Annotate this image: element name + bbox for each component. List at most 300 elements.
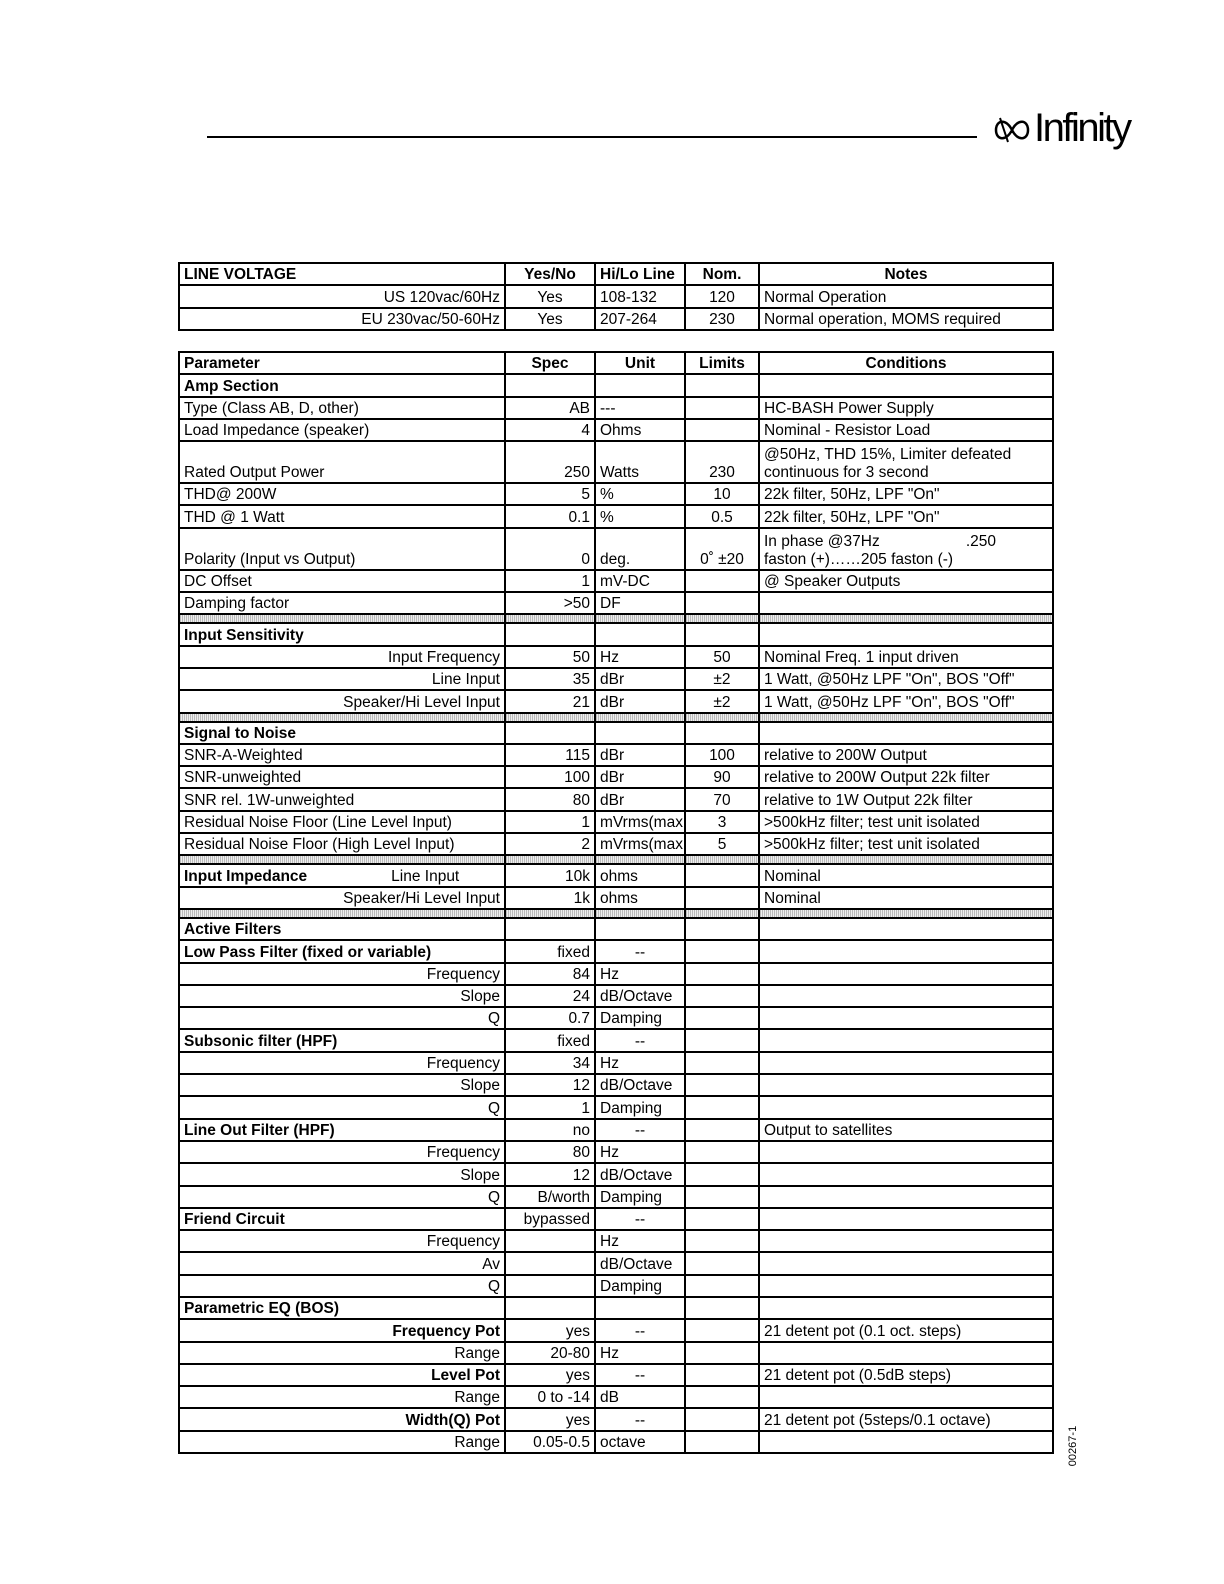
cell [685,864,759,886]
cell [685,1319,759,1341]
separator-cell [505,855,595,864]
cell: 20-80 [505,1342,595,1364]
cell: -- [595,940,685,962]
cell: mV-DC [595,570,685,592]
table-row [179,1029,1053,1051]
table-row [179,570,1053,592]
cell: -- [595,1319,685,1341]
cell: Output to satellites [759,1119,1053,1141]
table-row [179,744,1053,766]
cell: 21 detent pot (0.5dB steps) [759,1364,1053,1386]
cell [685,374,759,396]
cell: Polarity (Input vs Output) [179,528,505,570]
section-separator [179,713,1053,722]
cell [685,1408,759,1430]
cell [685,623,759,645]
cell: B/worth [505,1186,595,1208]
condition-line: continuous for 3 second [764,464,929,482]
separator-cell [505,614,595,623]
cell: Load Impedance (speaker) [179,419,505,441]
cell [759,592,1053,614]
cell [685,419,759,441]
cell [759,963,1053,985]
cell: 0.7 [505,1007,595,1029]
separator-cell [759,909,1053,918]
separator-cell [685,614,759,623]
header-cell: Parameter [179,352,505,374]
cell: 1 Watt, @50Hz LPF "On", BOS "Off" [759,690,1053,712]
cell: Active Filters [179,918,505,940]
cell [685,592,759,614]
cell: relative to 200W Output [759,744,1053,766]
cell: Damping [595,1096,685,1118]
separator-cell [685,855,759,864]
cell: 108-132 [595,285,685,307]
cell [759,722,1053,744]
table-row [179,528,1053,570]
line-voltage-table [178,262,1054,331]
cell: dB/Octave [595,1074,685,1096]
cell [759,1230,1053,1252]
cell [685,918,759,940]
table-row [179,864,1053,886]
cell: Frequency [179,1141,505,1163]
parameter-table [178,351,1054,1454]
cell: dB/Octave [595,985,685,1007]
cell [685,1364,759,1386]
section-title: Input Impedance [184,867,308,885]
cell [685,397,759,419]
cell: dB/Octave [595,1163,685,1185]
table-row [179,1342,1053,1364]
cell: 207-264 [595,308,685,330]
cell: mVrms(max [595,833,685,855]
infinity-logo-icon [992,112,1032,148]
cell: Frequency [179,1052,505,1074]
table-row [179,940,1053,962]
cell: ohms [595,887,685,909]
cell: 0 to -14 [505,1386,595,1408]
cell [759,940,1053,962]
cell [685,1342,759,1364]
cell [595,918,685,940]
cell: ±2 [685,690,759,712]
cell [759,441,1053,483]
cell: fixed [505,940,595,962]
cell [759,1074,1053,1096]
cell [759,1029,1053,1051]
cell: 35 [505,668,595,690]
table-row [179,646,1053,668]
cell: 0˚ ±20 [685,528,759,570]
cell [685,963,759,985]
separator-cell [595,713,685,722]
cell: 80 [505,1141,595,1163]
cell: 24 [505,985,595,1007]
cell [685,1431,759,1453]
cell: Speaker/Hi Level Input [179,690,505,712]
cell: Level Pot [179,1364,505,1386]
cell [759,1141,1053,1163]
table-row [179,505,1053,527]
header-cell: Spec [505,352,595,374]
cell: 84 [505,963,595,985]
cell: dBr [595,744,685,766]
cell: 1 [505,570,595,592]
cell [759,1252,1053,1274]
table-row [179,690,1053,712]
cell [685,1252,759,1274]
cell: THD@ 200W [179,483,505,505]
cell: Yes [505,308,595,330]
cell: 230 [685,308,759,330]
table-row [179,483,1053,505]
cell: % [595,505,685,527]
table-row [179,887,1053,909]
cell: Hz [595,963,685,985]
cell: Slope [179,1163,505,1185]
condition-line: faston (+)……205 faston (-) [764,550,954,568]
cell: 250 [505,441,595,483]
cell: Residual Noise Floor (Line Level Input) [179,811,505,833]
header-cell: Notes [759,263,1053,285]
table-row [179,1208,1053,1230]
cell: Hz [595,1141,685,1163]
cell: ±2 [685,668,759,690]
cell: 21 [505,690,595,712]
table-row [179,1119,1053,1141]
cell [685,1007,759,1029]
table-row [179,1007,1053,1029]
table-row [179,1074,1053,1096]
cell: 100 [505,766,595,788]
cell: DC Offset [179,570,505,592]
separator-cell [595,855,685,864]
cell: >500kHz filter; test unit isolated [759,833,1053,855]
cell: 34 [505,1052,595,1074]
separator-cell [179,713,505,722]
cell: dBr [595,766,685,788]
section-title-row [179,623,1053,645]
cell [595,1297,685,1319]
cell [595,623,685,645]
cell: 21 detent pot (5steps/0.1 octave) [759,1408,1053,1430]
cell: -- [595,1029,685,1051]
header-cell: Limits [685,352,759,374]
cell: Frequency [179,1230,505,1252]
table-row [179,788,1053,810]
parameter-table-body [179,352,1053,1453]
cell [685,1386,759,1408]
cell: THD @ 1 Watt [179,505,505,527]
cell: 3 [685,811,759,833]
cell: 12 [505,1074,595,1096]
cell: 100 [685,744,759,766]
cell: 12 [505,1163,595,1185]
cell [685,1186,759,1208]
table-row [179,1230,1053,1252]
cell [759,1052,1053,1074]
cell: 1 [505,1096,595,1118]
cell: Q [179,1186,505,1208]
cell [685,887,759,909]
cell: Subsonic filter (HPF) [179,1029,505,1051]
cell [685,1208,759,1230]
table-header-row [179,263,1053,285]
cell: Parametric EQ (BOS) [179,1297,505,1319]
table-row [179,766,1053,788]
cell: HC-BASH Power Supply [759,397,1053,419]
cell: 0 [505,528,595,570]
cell [759,1186,1053,1208]
cell [595,722,685,744]
separator-cell [179,855,505,864]
cell: 0.5 [685,505,759,527]
cell: AB [505,397,595,419]
cell: Q [179,1275,505,1297]
table-row [179,1386,1053,1408]
separator-cell [595,909,685,918]
cell: ohms [595,864,685,886]
cell: yes [505,1364,595,1386]
table-row [179,1275,1053,1297]
cell [505,1275,595,1297]
table-row [179,1141,1053,1163]
cell: Normal operation, MOMS required [759,308,1053,330]
cell [759,623,1053,645]
cell: 0.05-0.5 [505,1431,595,1453]
cell [759,1297,1053,1319]
header-cell: Conditions [759,352,1053,374]
cell: yes [505,1408,595,1430]
table-row [179,1364,1053,1386]
cell: 120 [685,285,759,307]
cell: Damping factor [179,592,505,614]
cell: octave [595,1431,685,1453]
cell: bypassed [505,1208,595,1230]
table-row [179,668,1053,690]
cell [685,1029,759,1051]
cell [685,570,759,592]
cell: Slope [179,1074,505,1096]
cell [759,1342,1053,1364]
cell [685,1119,759,1141]
cell: Range [179,1386,505,1408]
table-row [179,1096,1053,1118]
cell: fixed [505,1029,595,1051]
cell: Range [179,1342,505,1364]
table-row [179,811,1053,833]
cell: 10 [685,483,759,505]
cell [505,722,595,744]
cell: Low Pass Filter (fixed or variable) [179,940,505,962]
separator-cell [759,614,1053,623]
cell: EU 230vac/50-60Hz [179,308,505,330]
cell: relative to 200W Output 22k filter [759,766,1053,788]
cell [685,1141,759,1163]
cell [759,374,1053,396]
cell: Damping [595,1007,685,1029]
separator-cell [179,614,505,623]
header-cell: LINE VOLTAGE [179,263,505,285]
cell [759,1386,1053,1408]
cell: 5 [685,833,759,855]
separator-cell [595,614,685,623]
cell: Ohms [595,419,685,441]
cell: Signal to Noise [179,722,505,744]
cell: Rated Output Power [179,441,505,483]
table-row [179,1052,1053,1074]
cell: Amp Section [179,374,505,396]
cell: 21 detent pot (0.1 oct. steps) [759,1319,1053,1341]
section-separator [179,614,1053,623]
cell [759,1163,1053,1185]
cell: SNR rel. 1W-unweighted [179,788,505,810]
header-cell: Nom. [685,263,759,285]
cell: DF [595,592,685,614]
cell [685,940,759,962]
cell: relative to 1W Output 22k filter [759,788,1053,810]
table-row [179,833,1053,855]
cell: yes [505,1319,595,1341]
cell [759,1275,1053,1297]
table-row [179,592,1053,614]
cell: @ Speaker Outputs [759,570,1053,592]
cell: 50 [505,646,595,668]
cell [759,918,1053,940]
cell: 22k filter, 50Hz, LPF "On" [759,483,1053,505]
table-row [179,1252,1053,1274]
cell [685,1163,759,1185]
cell: -- [595,1208,685,1230]
table-row [179,308,1053,330]
cell: Nominal - Resistor Load [759,419,1053,441]
cell: 1 Watt, @50Hz LPF "On", BOS "Off" [759,668,1053,690]
section-title-row [179,374,1053,396]
table-row [179,1163,1053,1185]
cell [759,1096,1053,1118]
cell: mVrms(max [595,811,685,833]
cell: Slope [179,985,505,1007]
table-row [179,985,1053,1007]
cell: Line Out Filter (HPF) [179,1119,505,1141]
cell: Nominal Freq. 1 input driven [759,646,1053,668]
header-cell: Unit [595,352,685,374]
separator-cell [505,909,595,918]
cell: Hz [595,1230,685,1252]
cell: dBr [595,690,685,712]
cell: Residual Noise Floor (High Level Input) [179,833,505,855]
section-title-row [179,722,1053,744]
cell: 22k filter, 50Hz, LPF "On" [759,505,1053,527]
cell: no [505,1119,595,1141]
cell [505,374,595,396]
cell: SNR-unweighted [179,766,505,788]
cell [685,1052,759,1074]
table-row [179,419,1053,441]
cell [505,918,595,940]
separator-cell [685,713,759,722]
cell [685,1096,759,1118]
cell [759,528,1053,570]
cell: dB/Octave [595,1252,685,1274]
cell: 80 [505,788,595,810]
cell: >500kHz filter; test unit isolated [759,811,1053,833]
cell: 2 [505,833,595,855]
cell [505,1252,595,1274]
cell: Hz [595,1052,685,1074]
cell: -- [595,1408,685,1430]
cell: Friend Circuit [179,1208,505,1230]
cell: >50 [505,592,595,614]
cell: 0.1 [505,505,595,527]
cell: Type (Class AB, D, other) [179,397,505,419]
cell: Frequency Pot [179,1319,505,1341]
document-number: 00267-1 [1067,1425,1079,1467]
cell: 5 [505,483,595,505]
cell [685,722,759,744]
cell [759,1208,1053,1230]
section-separator [179,855,1053,864]
cell: Range [179,1431,505,1453]
cell [595,374,685,396]
cell [685,985,759,1007]
cell: Speaker/Hi Level Input [179,887,505,909]
cell [759,1431,1053,1453]
cell [685,1275,759,1297]
separator-cell [505,713,595,722]
table-header-row [179,352,1053,374]
condition-line: @50Hz, THD 15%, Limiter defeated [764,446,1012,464]
cell: SNR-A-Weighted [179,744,505,766]
cell: Yes [505,285,595,307]
cell: dB [595,1386,685,1408]
cell: deg. [595,528,685,570]
cell [505,623,595,645]
cell [179,864,505,886]
cell: % [595,483,685,505]
table-row [179,397,1053,419]
separator-cell [759,713,1053,722]
cell [685,1074,759,1096]
cell: 230 [685,441,759,483]
cell [685,1230,759,1252]
cell: 70 [685,788,759,810]
cell: 10k [505,864,595,886]
cell: --- [595,397,685,419]
cell [759,1007,1053,1029]
line-input-label: Line Input [391,867,460,885]
cell: Hz [595,1342,685,1364]
cell: -- [595,1364,685,1386]
cell: Nominal [759,887,1053,909]
cell: 4 [505,419,595,441]
cell: Line Input [179,668,505,690]
cell: dBr [595,668,685,690]
table-row [179,1431,1053,1453]
table-row [179,441,1053,483]
cell: Q [179,1007,505,1029]
table-row [179,963,1053,985]
table-row [179,1408,1053,1430]
cell: Frequency [179,963,505,985]
header-cell: Hi/Lo Line [595,263,685,285]
cell: Hz [595,646,685,668]
cell: 115 [505,744,595,766]
cell [685,1297,759,1319]
separator-cell [759,855,1053,864]
separator-cell [179,909,505,918]
